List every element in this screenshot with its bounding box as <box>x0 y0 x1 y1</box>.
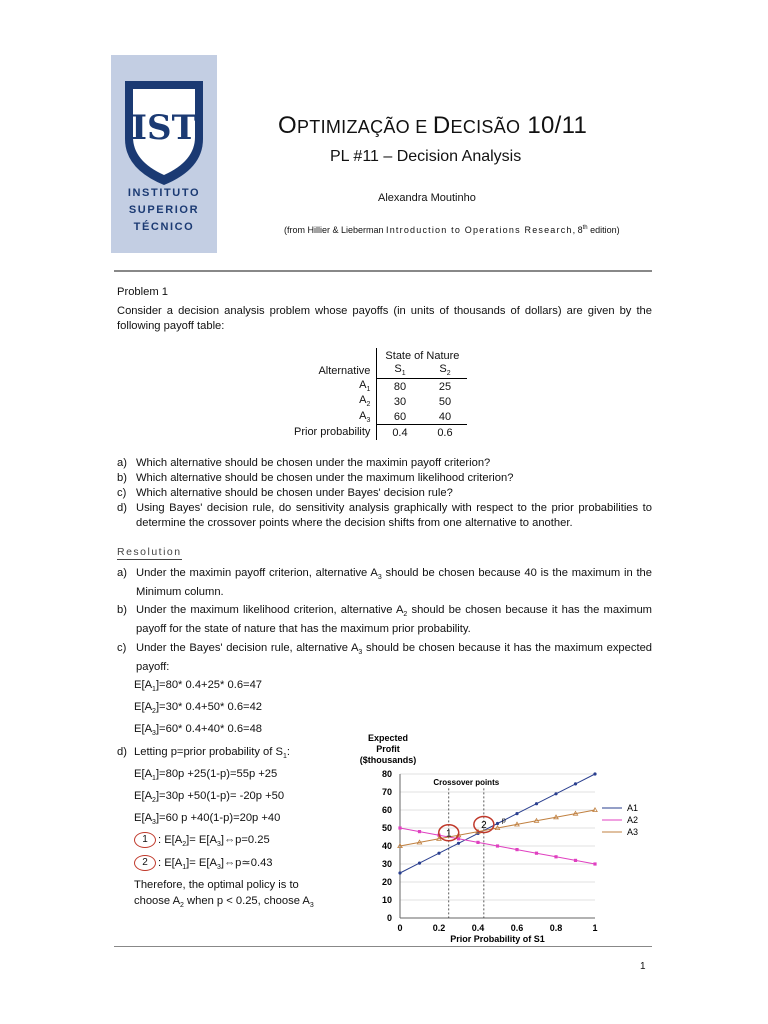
equation: $E[A_1]=80p +25(1-p)=55p +25$ <box>134 768 278 783</box>
data-point <box>476 841 479 844</box>
data-point <box>398 826 401 829</box>
conclusion-line-1: Therefore, the optimal policy is to <box>134 879 299 891</box>
x-tick-label: 0.2 <box>432 923 446 933</box>
author-name: Alexandra Moutinho <box>378 192 476 204</box>
answer-b: b) Under the maximum likelihood criterion, alternative $A_2$ should be chosen because it has the maximum payoff for the state of nature that has the maximum prior probability. <box>117 604 652 636</box>
document-subtitle: PL #11 – Decision Analysis <box>330 148 522 165</box>
list-item: d) Using Bayes' decision rule, do sensitivity analysis graphically with respect to the prior probabilities to determine the crossover points where the decision shifts from one alternative to another. <box>117 502 652 529</box>
y-tick-label: 40 <box>381 841 392 851</box>
data-point <box>496 822 499 825</box>
legend-label: A3 <box>627 827 639 837</box>
crossover-equation: 2 : $E[A_1]=$ $E[A_3]\Leftrightarrow p≃0.43$ <box>134 855 273 875</box>
equation: $E[A_3]=60*$ 0.4+40* 0.6=48 <box>134 723 263 738</box>
top-divider <box>114 270 652 272</box>
data-point <box>437 852 440 855</box>
institution-logo <box>111 55 217 253</box>
data-point <box>593 862 596 865</box>
crossover-marker: 2 <box>134 855 156 871</box>
x-tick-label: 0.4 <box>471 923 485 933</box>
data-point <box>418 830 421 833</box>
crossover-equation: 1 : $E[A_2]=$ $E[A_3]\Leftrightarrow p=0.25$ <box>134 832 270 852</box>
source-citation: (from Hillier & Lieberman Introduction to Operations Research, 8th edition) <box>284 225 620 235</box>
payoff-table <box>286 348 467 440</box>
logo-line-3: TÉCNICO <box>133 221 195 233</box>
x-tick-label: 0.6 <box>510 923 524 933</box>
data-point <box>515 848 518 851</box>
x-tick-label: 0.8 <box>549 923 563 933</box>
data-point <box>554 855 557 858</box>
y-tick-label: 20 <box>381 877 392 887</box>
problem-intro: Consider a decision analysis problem whose payoffs (in units of thousands of dollars) are given by the following payoff table: <box>117 305 652 332</box>
problem-heading: Problem 1 <box>117 286 168 298</box>
document-title: OPTIMIZAÇÃO E DECISÃO 10/11 <box>278 112 588 139</box>
y-tick-label: 30 <box>381 859 392 869</box>
crossover-marker: 1 <box>134 832 156 848</box>
x-tick-label: 1 <box>592 923 598 933</box>
data-point <box>457 842 460 845</box>
answer-d: d) Letting p=prior probability of $S_1$: <box>117 746 290 761</box>
crossover-marker-label: 1 <box>445 828 452 840</box>
resolution-heading: Resolution <box>117 546 182 558</box>
expected-profit-chart <box>340 728 660 950</box>
y-tick-label: 10 <box>381 895 392 905</box>
data-point <box>574 859 577 862</box>
list-item: b) Which alternative should be chosen under the maximum likelihood criterion? <box>117 472 514 484</box>
data-point <box>398 871 401 874</box>
y-axis-label: ($thousands) <box>359 755 417 765</box>
question-list <box>117 456 652 531</box>
equation: $E[A_2]=30p +50(1-p)= -20p +50$ <box>134 790 285 805</box>
legend-label: A2 <box>627 815 639 825</box>
equation: $E[A_2]=30*$ 0.4+50* 0.6=42 <box>134 701 263 716</box>
list-item: c) Which alternative should be chosen under Bayes' decision rule? <box>117 487 453 499</box>
logo-line-2: SUPERIOR <box>128 204 200 216</box>
y-tick-label: 50 <box>381 823 392 833</box>
data-point <box>574 782 577 785</box>
equation: $E[A_3]=60$ p +40(1-p)=20p +40 <box>134 812 281 827</box>
svg-text:IST: IST <box>131 108 197 148</box>
shield-icon <box>121 77 207 187</box>
page-number: 1 <box>640 961 646 972</box>
data-point <box>418 862 421 865</box>
table-row: $A_1$ 80 25 <box>359 379 452 394</box>
prior-row: Prior probability 0.4 0.6 <box>294 426 453 439</box>
legend-label: A1 <box>627 803 639 813</box>
data-point <box>554 792 557 795</box>
logo-line-1: INSTITUTO <box>127 187 201 199</box>
x-axis-label: Prior Probability of S1 <box>450 934 545 944</box>
answer-c: c) Under the Bayes' decision rule, alternative $A_3$ should be chosen because it has the maximum expected payoff: <box>117 642 653 674</box>
y-axis-label: Profit <box>376 744 400 754</box>
answer-a: a) Under the maximin payoff criterion, alternative $A_3$ should be chosen because 40 is the maximum in the Minimum column. <box>117 567 652 599</box>
bottom-divider <box>114 946 652 947</box>
state-header: $S_2$ <box>423 363 468 379</box>
data-point <box>496 844 499 847</box>
list-item: a) Which alternative should be chosen under the maximin payoff criterion? <box>117 457 491 469</box>
data-point <box>515 812 518 815</box>
table-row: $A_2$ 30 50 <box>359 394 452 409</box>
y-axis-label: Expected <box>367 733 409 743</box>
equation: $E[A_1]=80*$ 0.4+25* 0.6=47 <box>134 679 263 694</box>
data-point <box>535 852 538 855</box>
alternative-header: Alternative <box>318 364 371 377</box>
crossover-marker-label: 2 <box>481 820 487 831</box>
y-tick-label: 0 <box>386 913 392 923</box>
point-label: p <box>501 817 506 825</box>
data-point <box>593 772 596 775</box>
x-tick-label: 0 <box>397 923 403 933</box>
data-point <box>535 802 538 805</box>
y-tick-label: 60 <box>381 805 392 815</box>
table-row: $A_3$ 60 40 <box>286 409 467 425</box>
crossover-annotation: Crossover points <box>433 777 500 787</box>
y-tick-label: 80 <box>381 769 392 779</box>
conclusion-line-2: choose $A_2$ when p < 0.25, choose $A_3$ <box>134 895 314 910</box>
state-header: $S_1$ <box>377 363 423 379</box>
y-tick-label: 70 <box>381 787 392 797</box>
state-of-nature-header: State of Nature <box>377 348 468 363</box>
